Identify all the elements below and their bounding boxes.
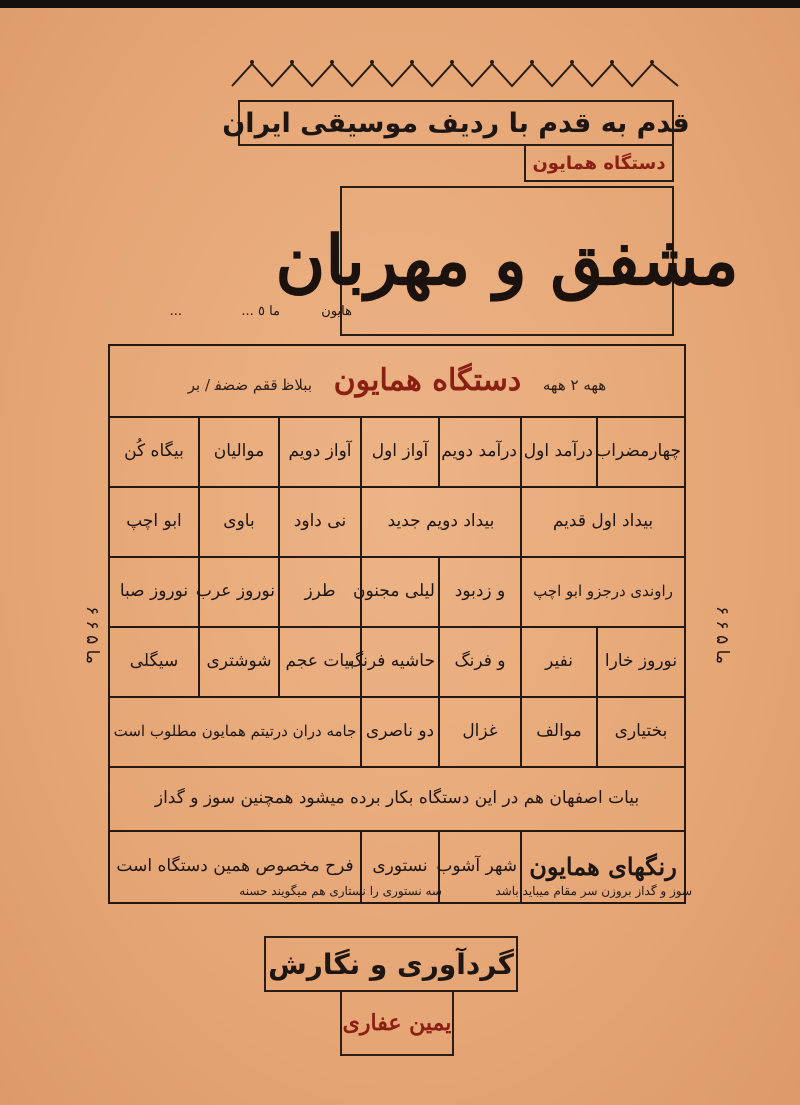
table-cell: موالف: [521, 697, 597, 767]
table-cell: شوشتری: [199, 627, 279, 697]
table-row: [109, 487, 685, 557]
heading-scribble: ﻫﻬﻪ ۲ ﻫﻬﻪ: [542, 375, 607, 394]
table-cell: درآمد دویم: [439, 417, 521, 487]
main-heading: دستگاه همایون: [333, 362, 522, 398]
table-cell: راوندی درجزو ابو اچپ: [521, 557, 685, 627]
header-note: ما ٥ ...: [241, 304, 280, 319]
table-cell: نوروز صبا: [109, 557, 199, 627]
table-cell: چهارمضراب: [597, 417, 685, 487]
manuscript-footnotes: [222, 880, 692, 906]
table-cell: فرح مخصوص همین دستگاه است: [109, 831, 361, 903]
table-cell: دو ناصری: [361, 697, 439, 767]
compile-label-box: [264, 936, 518, 992]
table-cell: بختیاری: [597, 697, 685, 767]
table-row: [109, 627, 685, 697]
table-cell: شهر آشوب: [439, 831, 521, 903]
table-cell: آواز دویم: [279, 417, 361, 487]
table-cell: حاشیه فرنگ: [361, 627, 439, 697]
table-row: [109, 697, 685, 767]
table-cell: نفیر: [521, 627, 597, 697]
table-cell: جامه دران درتیتم همایون مطلوب است: [109, 697, 361, 767]
series-title: قدم به قدم با ردیف موسیقی ایران: [222, 107, 690, 139]
table-cell: نوروز عرب: [199, 557, 279, 627]
table-cell: نستوری: [361, 831, 439, 903]
heading-cell: [109, 345, 685, 417]
header-note: هایون: [321, 304, 352, 319]
author-name: یمین عفاری: [342, 1010, 452, 1036]
manuscript-header-notes: [112, 300, 352, 330]
manuscript-table: [108, 344, 686, 904]
footnote-right: سوز و گداز بروزن سر مقام میباید باشد: [495, 884, 692, 898]
table-cell: نی داود: [279, 487, 361, 557]
table-cell: غزال: [439, 697, 521, 767]
series-title-box: [222, 100, 690, 146]
top-border-band: [0, 0, 800, 8]
ornament-border: [232, 52, 678, 94]
dastgah-label-box: [524, 146, 674, 182]
table-cell: آواز اول: [361, 417, 439, 487]
table-cell: بیداد اول قدیم: [521, 487, 685, 557]
header-note: ...: [169, 304, 182, 319]
margin-note-left: ما ۵ ۶ ۶: [82, 606, 102, 664]
table-cell: درآمد اول: [521, 417, 597, 487]
table-row: [109, 345, 685, 417]
table-cell: و فرنگ: [439, 627, 521, 697]
heading-scribble: ﺑﺒﻼﻇ ﻗﻘﻢ ﺿﻀﻔ / ﺑﺮ: [187, 375, 313, 394]
margin-note-right: ما ۵ ۶ ۶: [712, 606, 732, 664]
table-cell: ابو اچپ: [109, 487, 199, 557]
table-cell: موالیان: [199, 417, 279, 487]
table-cell: طرز: [279, 557, 361, 627]
table-row: [109, 557, 685, 627]
table-cell: و زدبود: [439, 557, 521, 627]
table-cell: سیگلی: [109, 627, 199, 697]
table-cell: بیداد دویم جدید: [361, 487, 521, 557]
table-cell: نوروز خارا: [597, 627, 685, 697]
table-cell: رنگهای همایون: [521, 831, 685, 903]
table-cell: بیات اصفهان هم در این دستگاه بکار برده میشود همچنین سوز و گداز: [109, 767, 685, 831]
dastgah-label: دستگاه همایون: [532, 152, 666, 174]
author-box: [340, 992, 454, 1056]
table-row: [109, 417, 685, 487]
table-cell: لیلی مجنون: [361, 557, 439, 627]
table-cell: بیگاه کُن: [109, 417, 199, 487]
table-row: [109, 767, 685, 831]
book-title: مشفق و مهربان: [275, 221, 739, 301]
table-cell: باوی: [199, 487, 279, 557]
footnote-left: سه نستوری را نستاری هم میگویند حسنه: [239, 884, 442, 898]
table-cell: بیات عجم: [279, 627, 361, 697]
compile-label: گردآوری و نگارش: [268, 947, 514, 981]
